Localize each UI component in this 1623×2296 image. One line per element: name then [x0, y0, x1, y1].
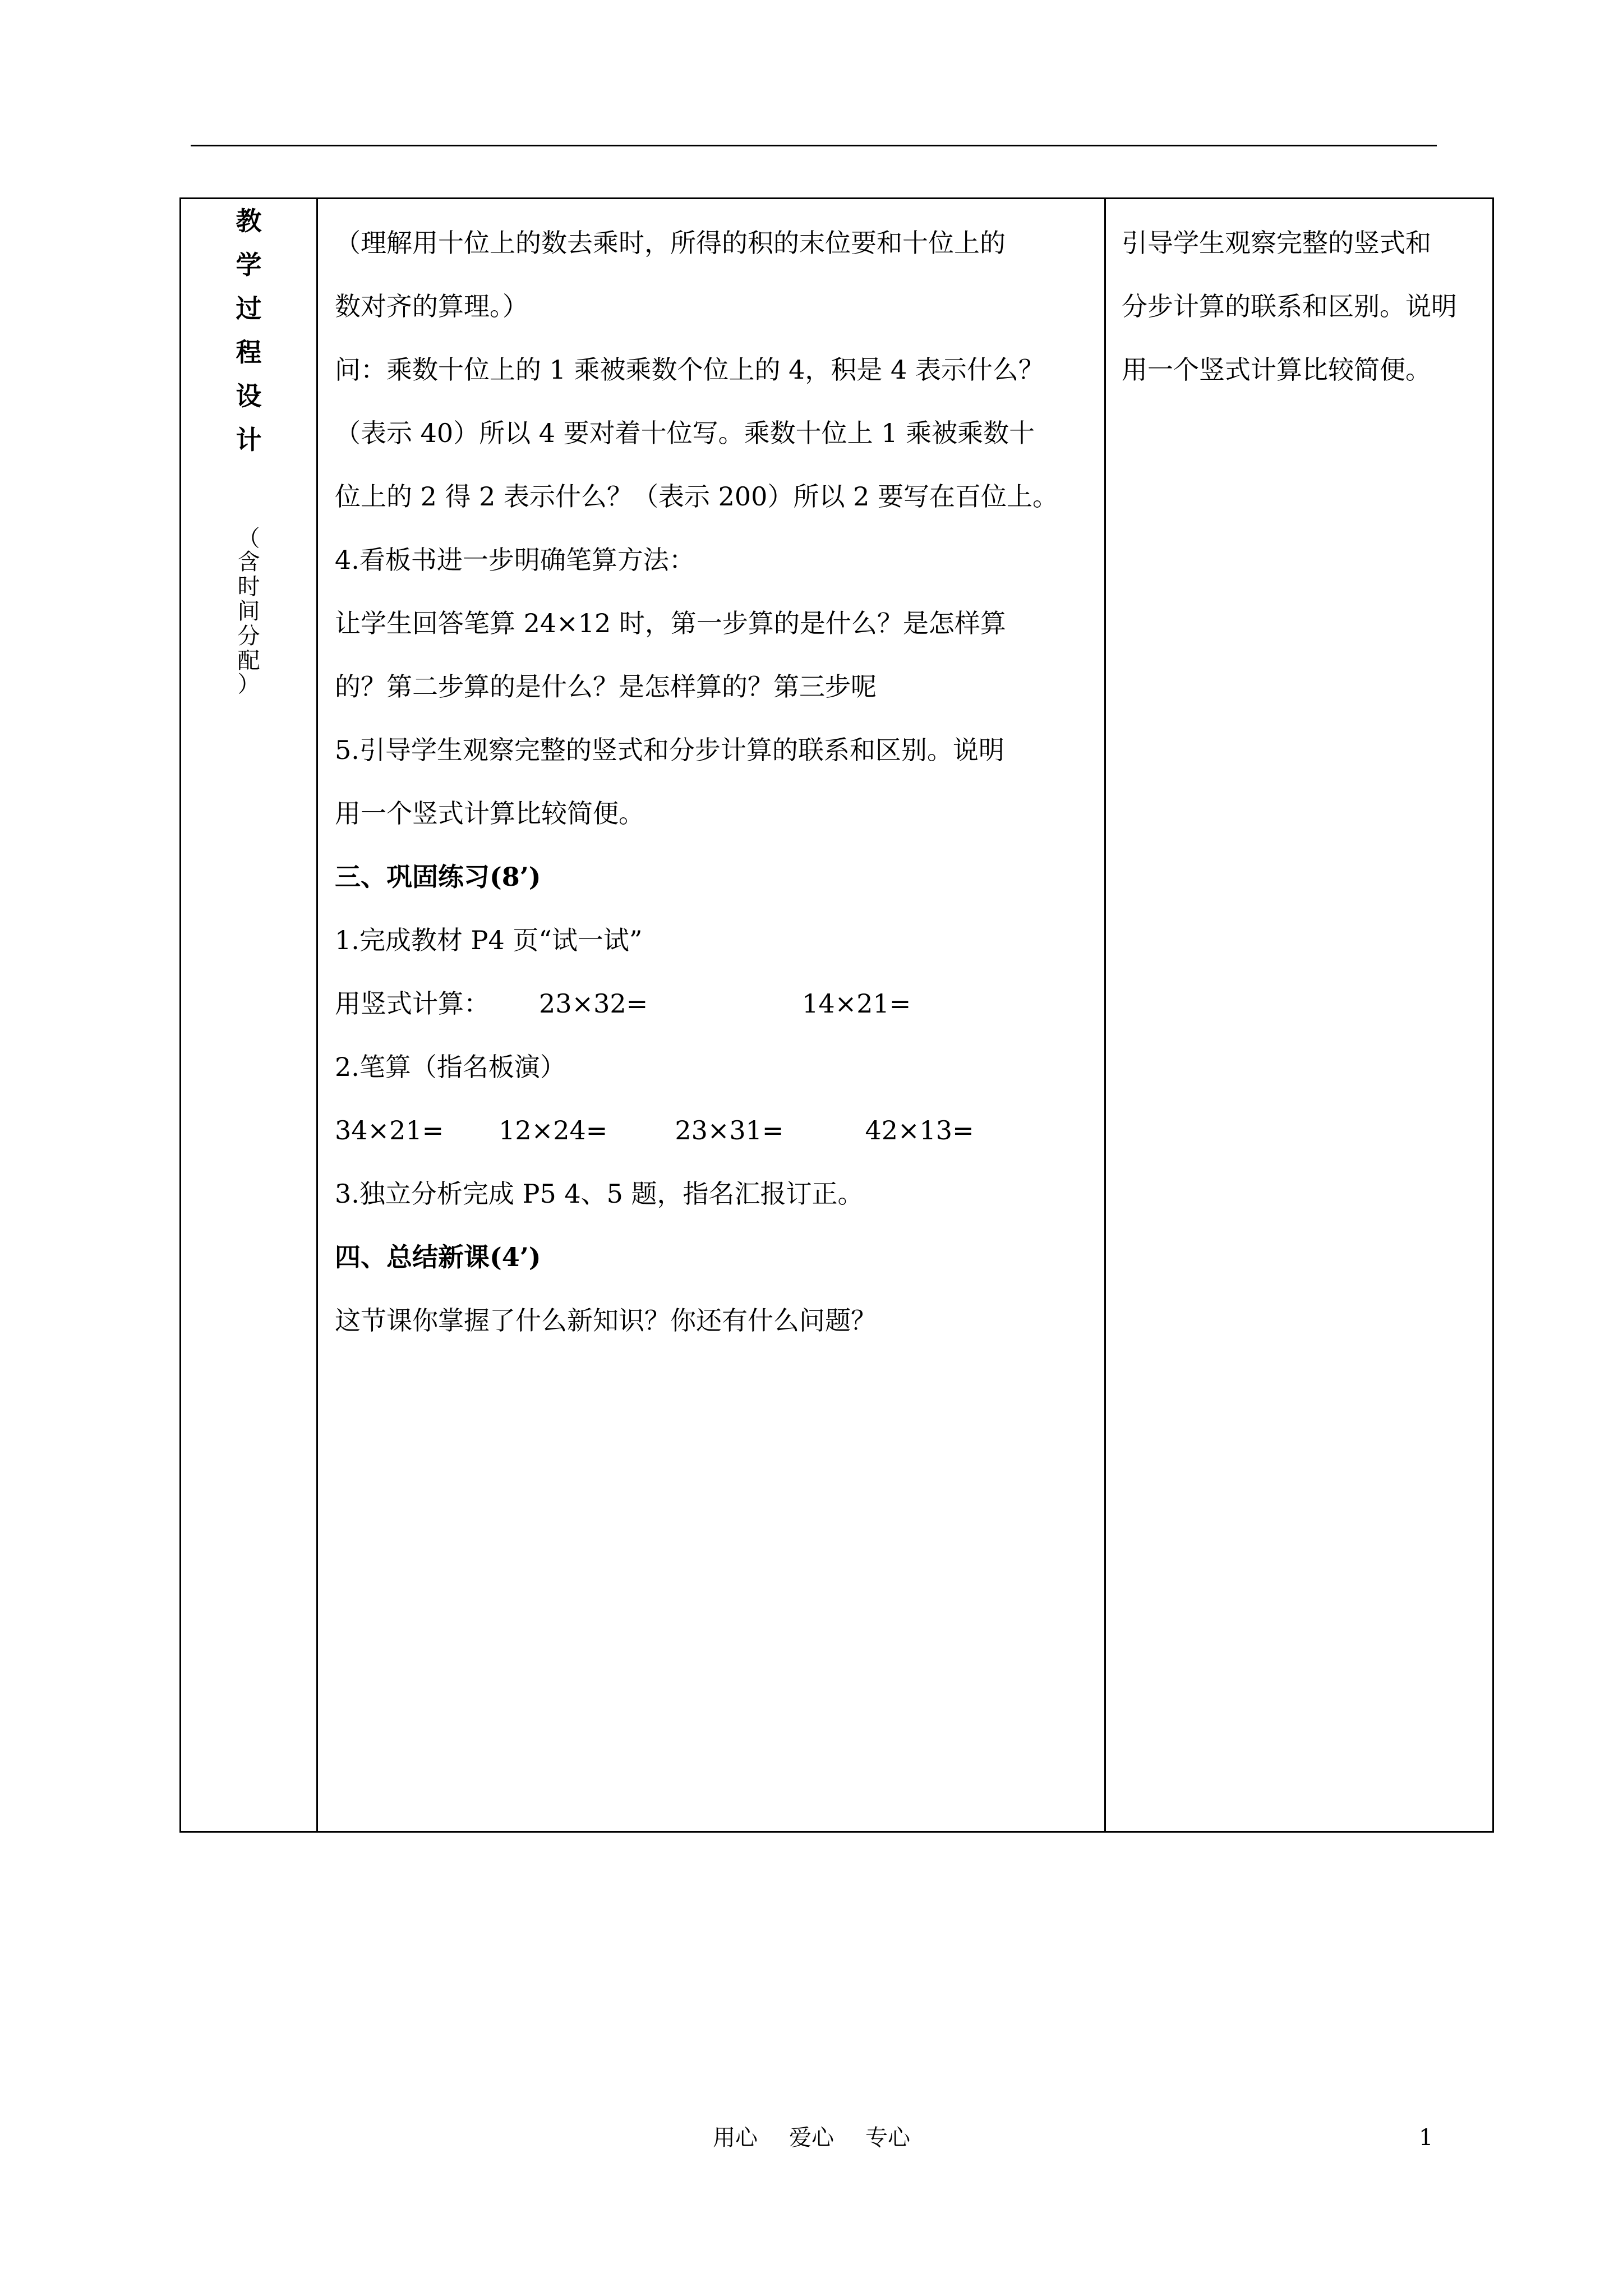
footer-motto: [0, 2124, 1623, 2152]
note-line: 分步计算的联系和区别。说明: [1122, 291, 1457, 321]
practice-item-1: 1.完成教材 P4 页“试一试”: [335, 925, 643, 955]
content-line: 位上的 2 得 2 表示什么？（表示 200）所以 2 要写在百位上。: [335, 481, 1058, 512]
practice-prefix: 用竖式计算：: [335, 988, 490, 1019]
label-char: 程: [236, 337, 262, 367]
content-text: [335, 211, 1098, 1352]
label-sub-char: ）: [237, 671, 260, 697]
time-allocation-label: [181, 527, 316, 696]
label-column: [181, 199, 318, 1831]
expression: 23×32=: [539, 988, 648, 1019]
practice-item-1-exprs: [335, 972, 1098, 1036]
summary-text: 这节课你掌握了什么新知识？你还有什么问题？: [335, 1305, 877, 1336]
page-number: 1: [1419, 2125, 1433, 2151]
section-label: [181, 199, 316, 462]
expression: 42×13=: [865, 1115, 974, 1145]
label-char: 教: [236, 206, 262, 236]
note-column: [1106, 199, 1492, 1831]
label-char: 计: [236, 425, 262, 455]
expression: 14×21=: [802, 988, 911, 1019]
content-line: （表示 40）所以 4 要对着十位写。乘数十位上 1 乘被乘数十: [335, 418, 1035, 448]
practice-item-2-exprs: [335, 1099, 1098, 1162]
content-line: 5.引导学生观察完整的竖式和分步计算的联系和区别。说明: [335, 735, 1004, 765]
practice-item-2: 2.笔算（指名板演）: [335, 1052, 566, 1082]
label-char: 设: [236, 381, 262, 411]
practice-item-3: 3.独立分析完成 P5 4、5 题，指名汇报订正。: [335, 1179, 864, 1209]
content-line: 数对齐的算理。）: [335, 291, 528, 321]
label-sub-char: 配: [237, 648, 260, 674]
content-line: 让学生回答笔算 24×12 时，第一步算的是什么？是怎样算: [335, 608, 1006, 638]
section-heading-summary: 四、总结新课(4’): [335, 1242, 541, 1272]
label-sub-char: 含: [237, 549, 260, 575]
motto-word: 用心: [713, 2125, 758, 2151]
content-line: 用一个竖式计算比较简便。: [335, 798, 644, 829]
content-line: 4.看板书进一步明确笔算方法：: [335, 545, 695, 575]
motto-word: 专心: [865, 2125, 910, 2151]
label-sub-char: 时: [237, 574, 260, 600]
content-line: 问：乘数十位上的 1 乘被乘数个位上的 4，积是 4 表示什么？: [335, 355, 1044, 385]
note-line: 用一个竖式计算比较简便。: [1122, 355, 1431, 385]
motto-word: 爱心: [789, 2125, 834, 2151]
expression: 12×24=: [499, 1115, 608, 1145]
section-heading-practice: 三、巩固练习(8’): [335, 862, 541, 892]
note-line: 引导学生观察完整的竖式和: [1122, 228, 1431, 258]
note-text: [1122, 211, 1486, 402]
label-sub-char: 分: [237, 623, 260, 649]
expression: 34×21=: [335, 1115, 444, 1145]
header-rule: [191, 145, 1437, 146]
content-column: [318, 199, 1106, 1831]
label-sub-char: （: [237, 526, 260, 551]
content-line: （理解用十位上的数去乘时，所得的积的末位要和十位上的: [335, 228, 1006, 258]
content-line: 的？第二步算的是什么？是怎样算的？第三步呢: [335, 671, 877, 702]
label-char: 过: [236, 293, 262, 324]
lesson-table: [179, 197, 1494, 1833]
expression: 23×31=: [675, 1115, 784, 1145]
label-sub-char: 间: [237, 599, 260, 624]
label-char: 学: [236, 250, 262, 280]
